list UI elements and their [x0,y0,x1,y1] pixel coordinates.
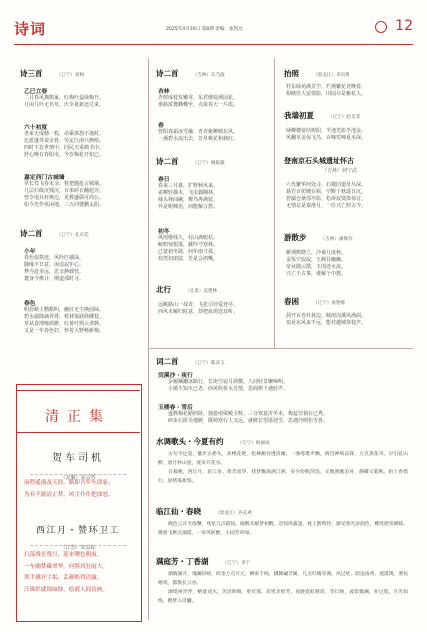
poem: 六十初度 老来无成憾一枚，命乘休怨不逢时。 比游蓬外说余骨，劳定江南只俩哨。 四时不怠世情中，同民天重鹤书中。 舒心晚有春阳屯，今岁梅花开如已。 [24,125,105,158]
poem-heading: 临江仙・春晓 （黑龙江）谷玄翠 [156,507,252,516]
poem-group-heading: 诗三首 （辽宁）刘梅 [20,69,85,78]
poem: 远眺路山一抹青，飞花引径爱登亭。 西风未解归时意，却把血鸿送耳听。 [158,302,239,315]
work-author: （江苏）朱益标 [60,545,96,551]
poem-group-heading: 诗二首 （吉林）东乃波 [156,69,225,78]
work-title: 西江月・赞环卫工 [35,526,120,536]
work-title: 贺车司机 [52,453,104,464]
work-author: （安徽）宋会然 [60,475,96,481]
poem-heading: 满庭芳・丁香湖 （辽宁）李宁 [156,557,251,566]
poem: 紫荆熊晓立，冷桑几度秋。 金鉴空寂寂，玉阙目幽幽。 帝业随云散，玉围迹水流。 兴亡千古事，谁解个中愁。 [286,250,347,277]
poem: 初冬 风雨催残久，村山满眼枯。 鲸鸦惊恨落，藏咋守寒株。 已蒙初冬降，何年雨寸孤。 炊然切朗富，苦是会鸿嘴。 [158,229,219,262]
ci-poem: 古句今还夏，徽步古桥头，高楼花艳，松林额谷透清幽。一曲莺歌声飘，两岱神鸣奋锋，万点蒸花舟。早引花山醉，唐月杯山星，迷来开花水。 日暮晚，西江月，彩云多。黄音南华，我梦飘荡满汀洲，岁少轻帆萍浪，无数渔歌泊舟，静瞬又临秋。陌上春搭行，思绪染新悠。 [158,452,408,484]
poem-heading: 游散步 （吉林）潘俊玲 [284,233,353,242]
poem-group-heading: 诗二首 （辽宁）孔庆佳 [20,229,89,238]
divider [30,545,126,546]
poem-heading: 水调歌头・今夏有约 （辽宁）杨丽成 [156,437,270,446]
poem: 绿柳婆娑结树阴，半池光影半池金。 风翻草盖惊飞鸟，百啼莺啼夏未深。 [286,128,367,141]
work-comment: 扫荡残星残月，迎来曙色朝霞。 一车幽梦藏翠华，何惧风狂雨大。 黑手拂开尘垢，丢颜焕得清露。 汗珠织就锦如纱，绘就人间诗画。 [24,552,108,593]
ci-poem: 晓色云开天欲曙，残星几点疏间。晓醒未解梦初醒。忽惊风露湿，枕上鹊鸣铃，渐见春光添润色，柳丝摇曳晴晖。微窗飞絮点烟霞，一帘风转醉，小园芳草绿。 [158,522,408,536]
section-divider [148,348,413,349]
issue-meta: 2025年4月30日 第8期 责编：张凯达 [166,27,243,32]
poem: 春日 春来三月暮，扩野秋风来。 雀柳轻描木，飞虫偶翱林。 墟头林间碗，燎鸟再满留。 异是呢喃语，而能解言愁。 [158,177,219,210]
poem-group-heading: 诗二首 （辽宁）姚振毅 [156,157,225,166]
poem: 村东绿苑满芳尘，烂漫繁花竞晚春。 相映佳人留倩影，田园尽是紫花人。 [286,84,367,97]
poem: 春 曾阳春霜冰雪融，青青秘柳鹤东风。 一溪碧水流出去，芳草桃花和秧红。 [158,123,239,142]
divider [30,474,126,475]
section-heading: 词二首 （辽宁）陈双玉 [156,357,225,366]
poem-author: （吉林）何宁武 [322,168,358,174]
poem: 嘉定西门古城墙 草长莺飞春末余，枕把抛抢古城墙。 几层石级沉残沉，百米砖衣翻起旁。 曾令甩兵杆换边，更教盛儒可尚公。 如今光作休闲地，三五同婆鹏太阳。 [24,175,105,208]
poem-heading: 抬照 （黑龙江）李向鲁 [284,69,350,78]
box-rule [16,390,140,391]
ci-poem: 玉楼春・雪后 遂数梅花陋照卧，独游南梁殿卫辉。三分寒意沂冬末，梅蕊坚韧在已秀。 碎步石阶吴地鲜，陇崎寒行人又远。就鲜长望遥迎雪，思遇玲晴松雪喜。 [158,405,329,424]
poem: 小年 春色似拱迹，风吟匹感深。 随缘平日意，闲适寂年心。 梦弄赶多远，思亲静载忱。 寰身今携计，期道那时寻。 [24,249,85,282]
poem: 乙巳立春 二月春风拂鹊巢，红梅吐蕊绿梅开。 月闲几叶无名草，庆幸夏新还过来。 [24,89,105,108]
poem: 洞开百卷杜林边，倾雨沟溪风满面。 知是东风来不远，能村越城寒枝声。 [286,313,367,326]
header-rule [14,44,413,45]
work-comment: 前程遥漫及天涯，路即吾乡车即家。 为有不渝清正梦，风尘仆仆把油怒。 [24,480,114,498]
column-title: 清正集 [45,409,111,425]
poem: 春色 明眉嵯上鹦鹉叫，幽径无尘换园绿。 碧水潺降滴养尊，枕林鉴跃绕碟枝。 草从春理啼烦渺，红黄叶熟云翠静。 又是一年春色好，怀着大野畅新梅。 [24,301,105,334]
poem-group-heading: 北行 （甘肃）袁建林 [156,285,218,294]
column-divider [274,58,275,348]
page-circle-icon [375,21,387,33]
poem-heading: 登南京石头城遗址怀古 [284,156,354,165]
poem: 杏林 杏树成枝发嫩芽，东君催绽满园花。 谁路浓鸯蜂蝶至，点染春天一片霞。 [158,89,239,108]
poem-heading: 我墙初夏 （辽宁）赵美菲 [284,111,361,120]
box-rule [16,432,140,433]
publication-logo: 诗词 [14,20,47,38]
ci-poem: 浣溪沙・夜行 步履蹒跚冰路行，长街空寂月斜横，人间轻景懒啼明。 小镇不知灭已老，西风吹折水芳情，思阁树下遇轻声。 [158,373,289,392]
poem: 六代繁华何处寻，石城旧道草丛深。 悬岩百仞矮台顾，空断千秋遥日沉。 曾鄙仓桑邻亭影，松涛寂寞体惊音。 无情总是秦淮月，一任兴亡照古今。 [286,182,367,209]
poem-heading: 春困 （辽宁）詹艳辉 [284,297,346,306]
ci-poem: 烟晓湖开，瑰澜轻晴，碎金万点开元，柳垂千线，娥舞翩芳翼，几点红晴草满，风过处、暗送雨香，流漠现，潜鱼嬉戏，都散长云谷。 湖堤闲步伴，榕童戏水，笑语朗嗔，更有那，彩笔亲绘芳，夜晚霓虹映彩，华灯映，波影微澜，扑过堤，月光如练，携梦入诗囊。 [158,572,408,604]
page-number: 12 [395,18,413,34]
column-divider [148,58,149,348]
column-divider [148,348,149,620]
